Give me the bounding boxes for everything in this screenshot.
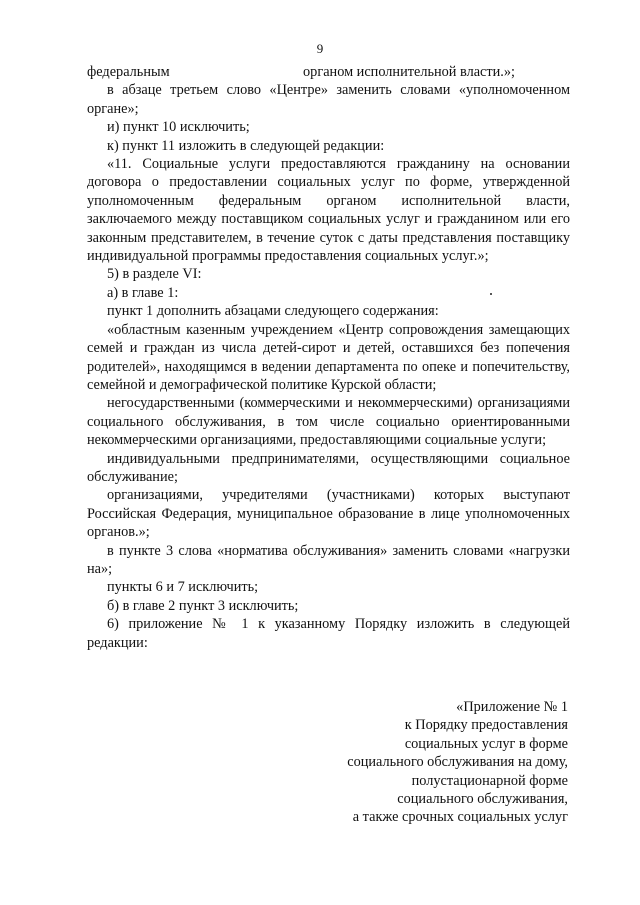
- paragraph: «областным казенным учреждением «Центр сопровождения замещающих семей и граждан из числа детей-сирот и детей, оставшихся без попечения родителей», находящимся в ведении департамента по опеке и попечительству, семейной и демографической политике Курской области;: [87, 321, 570, 393]
- paragraph: 6) приложение № 1 к указанному Порядку изложить в следующей редакции:: [87, 616, 570, 651]
- paragraph: пункты 6 и 7 исключить;: [107, 579, 259, 596]
- paragraph: негосударственными (коммерческими и некоммерческими) организациями социального обслуживания, в том числе социально ориентированными некоммерческими организациями, предоставляющими социальные услуги;: [87, 395, 570, 449]
- appendix-line: социальных услуг в форме: [404, 735, 568, 752]
- document-body: [87, 63, 570, 652]
- appendix-line: полустационарной форме: [411, 772, 568, 789]
- paragraph: в пункте 3 слова «норматива обслуживания» заменить словами «нагрузки на»;: [87, 542, 570, 577]
- paragraph: а) в главе 1:: [107, 284, 179, 301]
- text-fragment: органом исполнительной власти.»;: [303, 64, 515, 80]
- paragraph: 5) в разделе VI:: [107, 266, 202, 283]
- paragraph: «11. Социальные услуги предоставляются гражданину на основании договора о предоставлении социальных услуг по форме, утвержденной уполномоченным федеральным органом исполнительной власти, заключаемого между поставщиком социальных услуг и гражданином или его законным представителем, в течение суток с даты представления поставщику индивидуальной программы предоставления социальных услуг.»;: [87, 156, 570, 265]
- paragraph: б) в главе 2 пункт 3 исключить;: [107, 597, 299, 614]
- paragraph: и) пункт 10 исключить;: [107, 119, 250, 136]
- paragraph: пункт 1 дополнить абзацами следующего содержания:: [107, 303, 439, 320]
- page-number: 9: [316, 41, 324, 56]
- appendix-line: а также срочных социальных услуг: [352, 809, 568, 826]
- paragraph: к) пункт 11 изложить в следующей редакции:: [107, 137, 385, 154]
- paragraph: организациями, учредителями (участниками) которых выступают Российская Федерация, муниципальное образование в лице уполномоченных органов.»;: [87, 487, 570, 541]
- paragraph-continuation: [87, 63, 570, 81]
- paragraph: индивидуальными предпринимателями, осуществляющими социальное обслуживание;: [87, 450, 570, 485]
- appendix-heading: [268, 698, 568, 827]
- appendix-line: к Порядку предоставления: [404, 717, 568, 734]
- appendix-line: «Приложение № 1: [456, 699, 568, 715]
- paragraph: в абзаце третьем слово «Центре» заменить словами «уполномоченном органе»;: [87, 82, 570, 117]
- appendix-line: социального обслуживания на дому,: [347, 754, 568, 771]
- text-fragment: федеральным: [87, 64, 170, 80]
- appendix-line: социального обслуживания,: [397, 791, 568, 808]
